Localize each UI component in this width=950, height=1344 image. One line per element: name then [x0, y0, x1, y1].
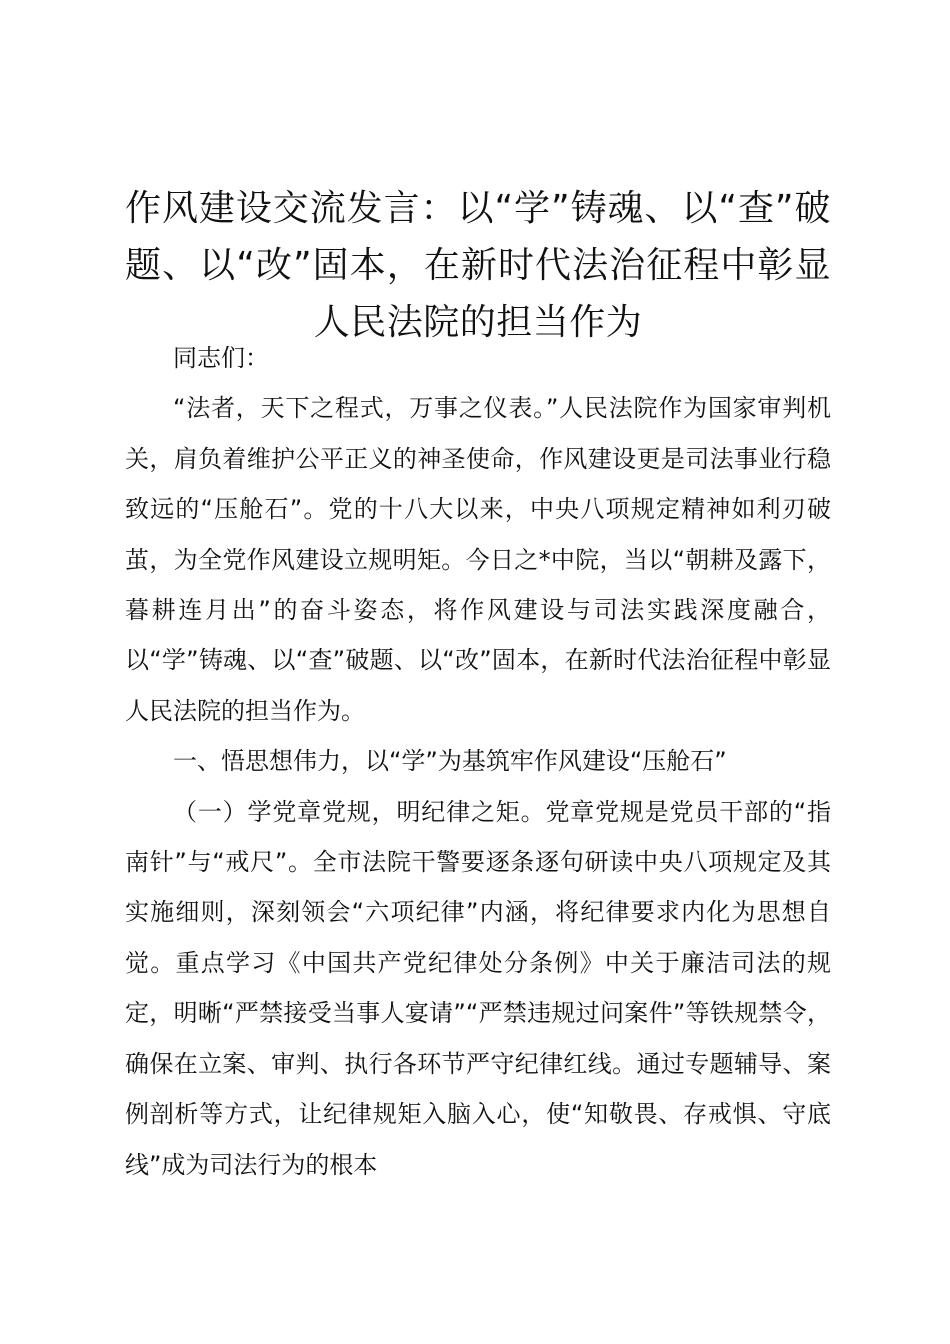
section-heading: 一、悟思想伟力，以“学”为基筑牢作风建设“压舱石” [173, 747, 727, 776]
subsection-paragraph: （一）学党章党规，明纪律之矩。党章党规是党员干部的“指南针”与“戒尺”。全市法院干警要逐条逐句研读中央八项规定及其实施细则，深刻领会“六项纪律”内涵，将纪律要求内化为思想自觉。重点学习《中国共产党纪律处分条例》中关于廉洁司法的规定，明晰“严禁接受当事人宴请”“严禁违规过问案件”等铁规禁令，确保在立案、审判、执行各环节严守纪律红线。通过专题辅导、案例剖析等方式，让纪律规矩入脑入心，使“知敬畏、存戒惧、守底线”成为司法行为的根本 [125, 797, 831, 1179]
intro-paragraph: “法者，天下之程式，万事之仪表。”人民法院作为国家审判机关，肩负着维护公平正义的神圣使命，作风建设更是司法事业行稳致远的“压舱石”。党的十八大以来，中央八项规定精神如利刃破茧，为全党作风建设立规明矩。今日之*中院，当以“朝耕及露下，暮耕连月出”的奋斗姿态，将作风建设与司法实践深度融合，以“学”铸魂、以“查”破题、以“改”固本，在新时代法治征程中彰显人民法院的担当作为。 [125, 394, 831, 725]
salutation: 同志们： [173, 344, 269, 372]
document-body [125, 333, 831, 1190]
document-title: 作风建设交流发言：以“学”铸魂、以“查”破题、以“改”固本，在新时代法治征程中彰显人民法院的担当作为 [125, 188, 831, 343]
